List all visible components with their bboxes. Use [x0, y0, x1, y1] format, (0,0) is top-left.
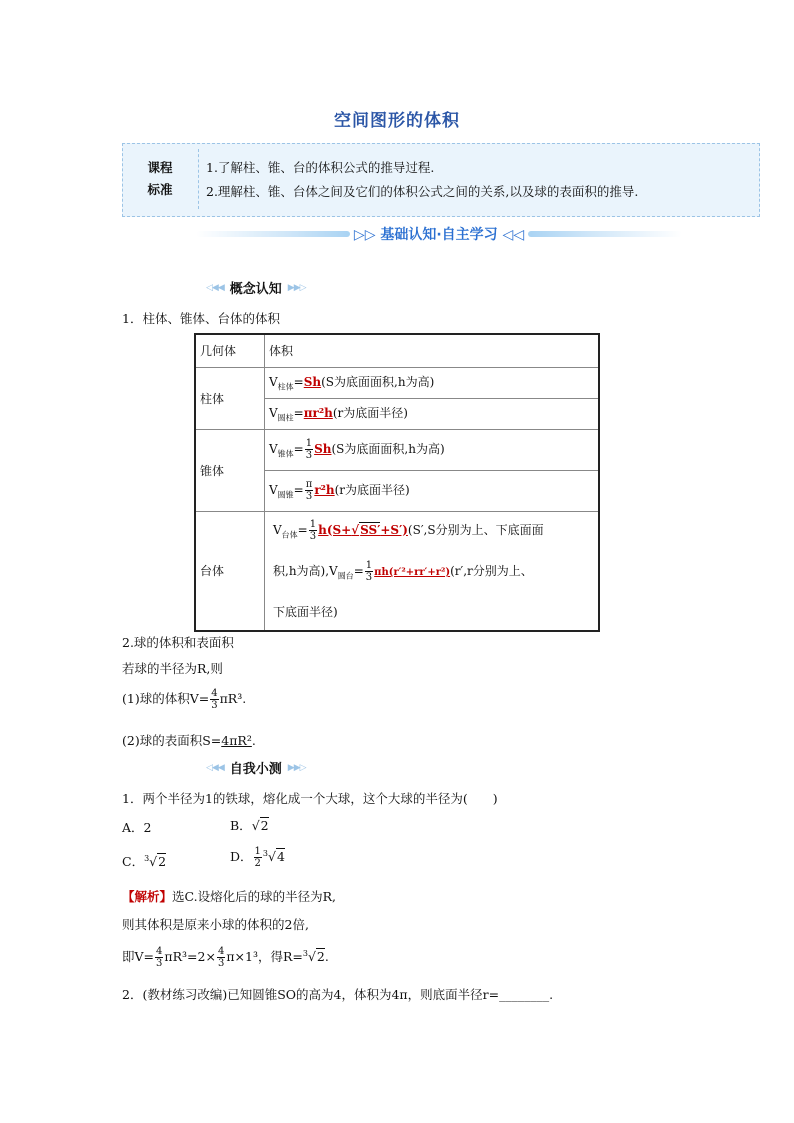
section-band: [196, 224, 682, 244]
solid-name-cell: 锥体: [195, 429, 265, 511]
standard-item: 1.了解柱、锥、台的体积公式的推导过程.: [206, 160, 435, 175]
concept-heading: ◁◀◀ 概念认知 ▶▶▷: [206, 282, 306, 297]
formula-cell: $V_{圆柱}=\pi r^2h(r$为底面半径): [265, 398, 600, 429]
fraction: $\frac{4}{3}$: [217, 946, 225, 969]
page-title: 空间图形的体积: [334, 111, 460, 131]
triangles-left-icon: ◁◀◀: [206, 762, 224, 773]
question-heading: 2.球的体积和表面积: [122, 635, 234, 650]
triangles-right-icon: ▶▶▷: [287, 762, 306, 773]
table-header-row: [195, 334, 599, 367]
analysis-tag: 【解析】: [122, 889, 173, 904]
double-arrow-right-icon: ▷▷: [353, 227, 376, 243]
self-test-heading: ◁◀◀ 自我小测 ▶▶▷: [206, 762, 306, 777]
fraction: $\frac{\pi}{3}$: [305, 479, 313, 502]
fraction: $\frac{1}{2}$: [254, 846, 261, 869]
standard-item: 2.理解柱、锥、台体之间及它们的体积公式之间的关系,以及球的表面积的推导.: [206, 184, 639, 199]
problem-stem: 1．两个半径为1的铁球，熔化成一个大球，这个大球的半径为( ): [122, 791, 498, 806]
sphere-volume-line: (1)球的体积V= $\frac{4}{3}$ πR³.: [122, 688, 247, 711]
table-header-cell: 几何体: [195, 334, 265, 367]
band-decoration-right: [528, 231, 682, 237]
fraction: $\frac{1}{3}$: [309, 518, 317, 542]
solid-name-cell: 台体: [195, 511, 265, 631]
table-row: [195, 367, 599, 398]
analysis-line: 【解析】选C.设熔化后的球的半径为R,: [122, 889, 336, 904]
problem-stem: 2．(教材练习改编)已知圆锥SO的高为4，体积为4π，则底面半径r=________.: [122, 987, 554, 1002]
course-standard-divider: [198, 149, 199, 209]
question-heading: 1．柱体、锥体、台体的体积: [122, 311, 280, 326]
solid-name-cell: 柱体: [195, 367, 265, 429]
course-standard-label: 课程 标准: [147, 160, 173, 197]
formula-cell: $V_{圆锥}=$ $\frac{\pi}{3}$ r²h(r为底面半径): [265, 470, 600, 511]
formula-cell: $V_{台体}=$ $\frac{1}{3}$ h(S+√SS′+S′)(S′,S分别为上、下底面面 积,h为高)$,V_{圆台}=$ $\frac{1}{3}$ πh(r′²+rr′+r²)(r′,r分别为上、 下底面半径): [265, 511, 600, 631]
fraction: $\frac{4}{3}$: [211, 688, 218, 711]
formula-cell: $V_{柱体}=Sh(S$为底面面积,h为高): [265, 367, 600, 398]
double-arrow-left-icon: ◁◁: [502, 227, 525, 243]
choice-c: C．$^3$√2: [122, 853, 167, 869]
table-header-cell: 体积: [265, 334, 600, 367]
analysis-line: 则其体积是原来小球的体积的2倍,: [122, 917, 309, 932]
table-row: [195, 511, 599, 631]
choice-b: B．√2: [230, 818, 269, 833]
analysis-line: 即V= $\frac{4}{3}$ πR³=2× $\frac{4}{3}$ π×1³，得R=$^3$√2.: [122, 946, 329, 969]
volume-table: [194, 333, 600, 632]
fraction: $\frac{4}{3}$: [156, 946, 163, 969]
triangles-left-icon: ◁◀◀: [206, 282, 224, 293]
fraction: $\frac{1}{3}$: [305, 438, 313, 461]
section-band-title: ▷▷ 基础认知·自主学习 ◁◁: [353, 227, 525, 243]
choice-a: A．2: [122, 820, 152, 835]
triangles-right-icon: ▶▶▷: [287, 282, 306, 293]
band-decoration-left: [196, 231, 350, 237]
table-row: [195, 429, 599, 470]
paragraph: 若球的半径为R,则: [122, 661, 223, 676]
course-standard-box: [122, 143, 760, 217]
formula-cell: $V_{锥体}=$ $\frac{1}{3}$ Sh(S为底面面积,h为高): [265, 429, 600, 470]
fraction: $\frac{1}{3}$: [365, 559, 373, 583]
sphere-area-line: (2)球的表面积S=4πR².: [122, 733, 256, 748]
choice-d: D． $\frac{1}{2}$ $^3$√4: [230, 846, 285, 869]
